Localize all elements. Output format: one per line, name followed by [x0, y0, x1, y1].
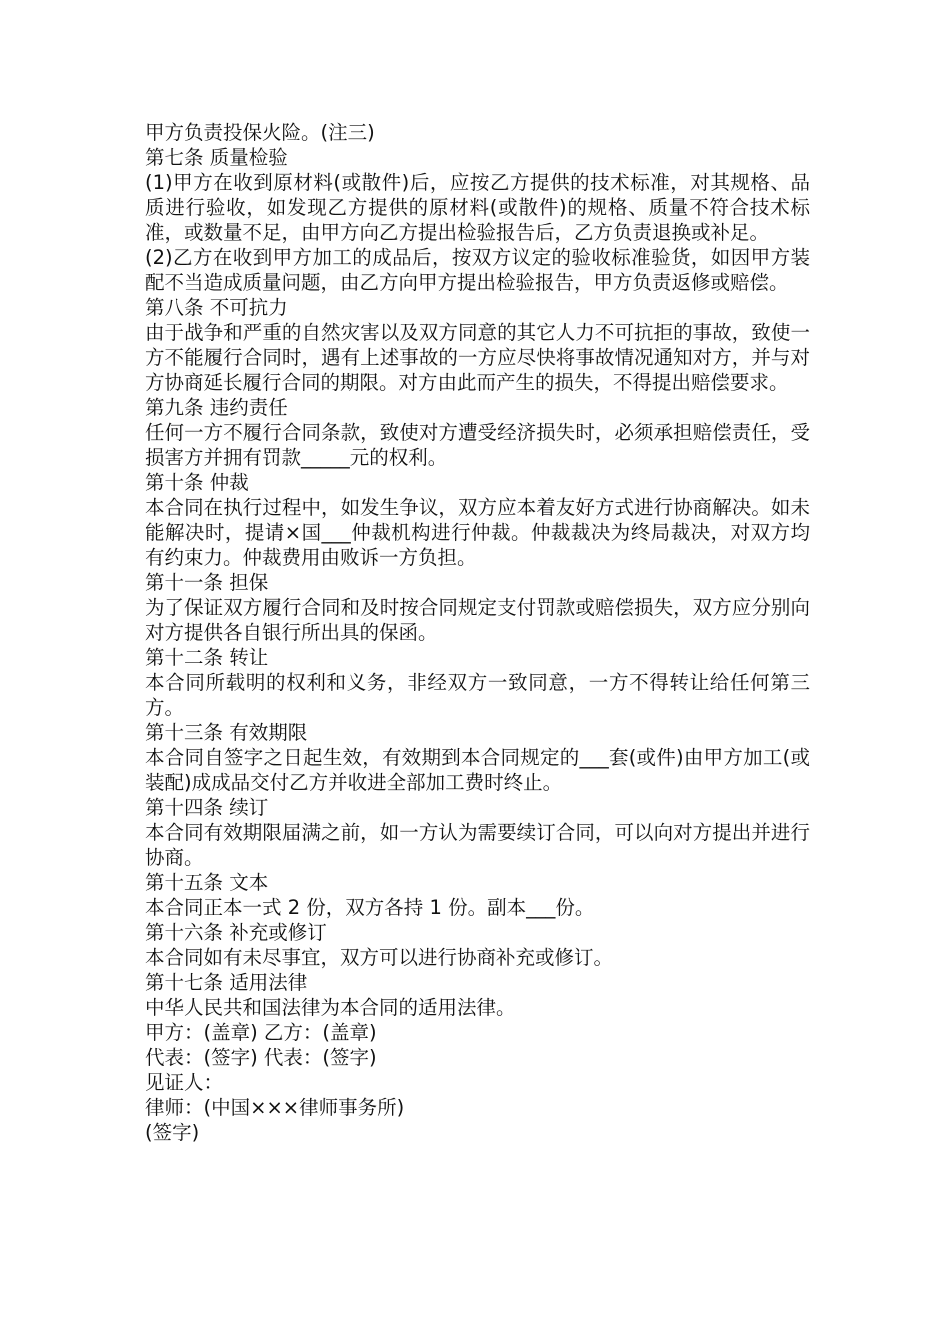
- article-9-heading: 第九条 违约责任: [145, 396, 288, 419]
- article-8-heading: 第八条 不可抗力: [145, 296, 288, 319]
- article-17-body: 中华人民共和国法律为本合同的适用法律。: [145, 996, 516, 1019]
- article-7-heading: 第七条 质量检验: [145, 146, 288, 169]
- insurance-note: 甲方负责投保火险。(注三): [145, 121, 375, 144]
- lawyer-firm-line: 律师：(中国×××律师事务所): [145, 1096, 405, 1119]
- representative-signature-line: 代表：(签字) 代表：(签字): [145, 1046, 377, 1069]
- article-7-clause-2: (2)乙方在收到甲方加工的成品后，按双方议定的验收标准验货，如因甲方装配不当造成质量问题，由乙方向甲方提出检验报告，甲方负责返修或赔偿。: [145, 246, 810, 294]
- article-11-heading: 第十一条 担保: [145, 571, 269, 594]
- article-13-heading: 第十三条 有效期限: [145, 721, 308, 744]
- article-13-body: 本合同自签字之日起生效，有效期到本合同规定的___套(或件)由甲方加工(或装配)成成品交付乙方并收进全部加工费时终止。: [145, 746, 810, 794]
- article-9-body: 任何一方不履行合同条款，致使对方遭受经济损失时，必须承担赔偿责任，受损害方并拥有罚款_____元的权利。: [145, 421, 810, 469]
- article-10-heading: 第十条 仲裁: [145, 471, 249, 494]
- article-16-body: 本合同如有未尽事宜，双方可以进行协商补充或修订。: [145, 946, 614, 969]
- article-12-heading: 第十二条 转让: [145, 646, 269, 669]
- witness-label: 见证人：: [145, 1071, 224, 1094]
- party-seal-line: 甲方：(盖章) 乙方：(盖章): [145, 1021, 377, 1044]
- article-16-heading: 第十六条 补充或修订: [145, 921, 327, 944]
- article-15-heading: 第十五条 文本: [145, 871, 269, 894]
- article-14-heading: 第十四条 续订: [145, 796, 269, 819]
- article-8-body: 由于战争和严重的自然灾害以及双方同意的其它人力不可抗拒的事故，致使一方不能履行合同时，遇有上述事故的一方应尽快将事故情况通知对方，并与对方协商延长履行合同的期限。对方由此而产生的损失，不得提出赔偿要求。: [145, 321, 810, 394]
- lawyer-signature-line: (签字): [145, 1121, 200, 1144]
- article-14-body: 本合同有效期限届满之前，如一方认为需要续订合同，可以向对方提出并进行协商。: [145, 821, 810, 869]
- article-12-body: 本合同所载明的权利和义务，非经双方一致同意，一方不得转让给任何第三方。: [145, 671, 810, 719]
- article-11-body: 为了保证双方履行合同和及时按合同规定支付罚款或赔偿损失，双方应分别向对方提供各自银行所出具的保函。: [145, 596, 810, 644]
- article-17-heading: 第十七条 适用法律: [145, 971, 308, 994]
- article-10-body: 本合同在执行过程中，如发生争议，双方应本着友好方式进行协商解决。如未能解决时，提请×国___仲裁机构进行仲裁。仲裁裁决为终局裁决，对双方均有约束力。仲裁费用由败诉一方负担。: [145, 496, 810, 569]
- article-7-clause-1: (1)甲方在收到原材料(或散件)后，应按乙方提供的技术标准，对其规格、品质进行验收，如发现乙方提供的原材料(或散件)的规格、质量不符合技术标准，或数量不足，由甲方向乙方提出检验报告后，乙方负责退换或补足。: [145, 171, 810, 244]
- contract-body: [145, 120, 810, 1145]
- article-15-body: 本合同正本一式 2 份，双方各持 1 份。副本___份。: [145, 896, 595, 919]
